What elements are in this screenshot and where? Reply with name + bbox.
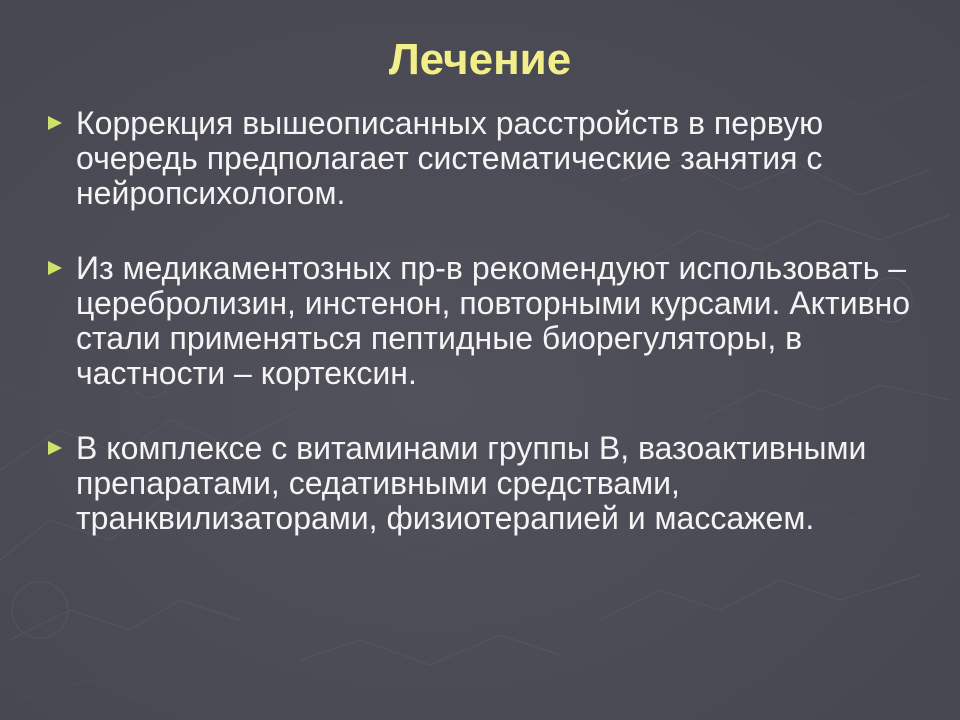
triangle-right-icon	[48, 116, 62, 130]
triangle-right-icon	[48, 441, 62, 455]
bullet-item	[44, 431, 924, 536]
bullet-text: Коррекция вышеописанных расстройств в первую очередь предполагает систематические занятия с нейропсихологом.	[76, 105, 824, 211]
bullet-item	[44, 106, 924, 211]
slide-title: Лечение	[388, 35, 572, 84]
bullet-text: В комплексе с витаминами группы В, вазоактивными препаратами, седативными средствами, транквилизаторами, физиотерапией и массажем.	[76, 430, 867, 536]
bullet-list	[44, 106, 924, 536]
triangle-right-icon	[48, 261, 62, 275]
bullet-text: Из медикаментозных пр-в рекомендуют использовать – церебролизин, инстенон, повторными курсами. Активно стали применяться пептидные биорегуляторы, в частности – кортексин.	[76, 250, 911, 391]
bullet-item	[44, 251, 924, 391]
